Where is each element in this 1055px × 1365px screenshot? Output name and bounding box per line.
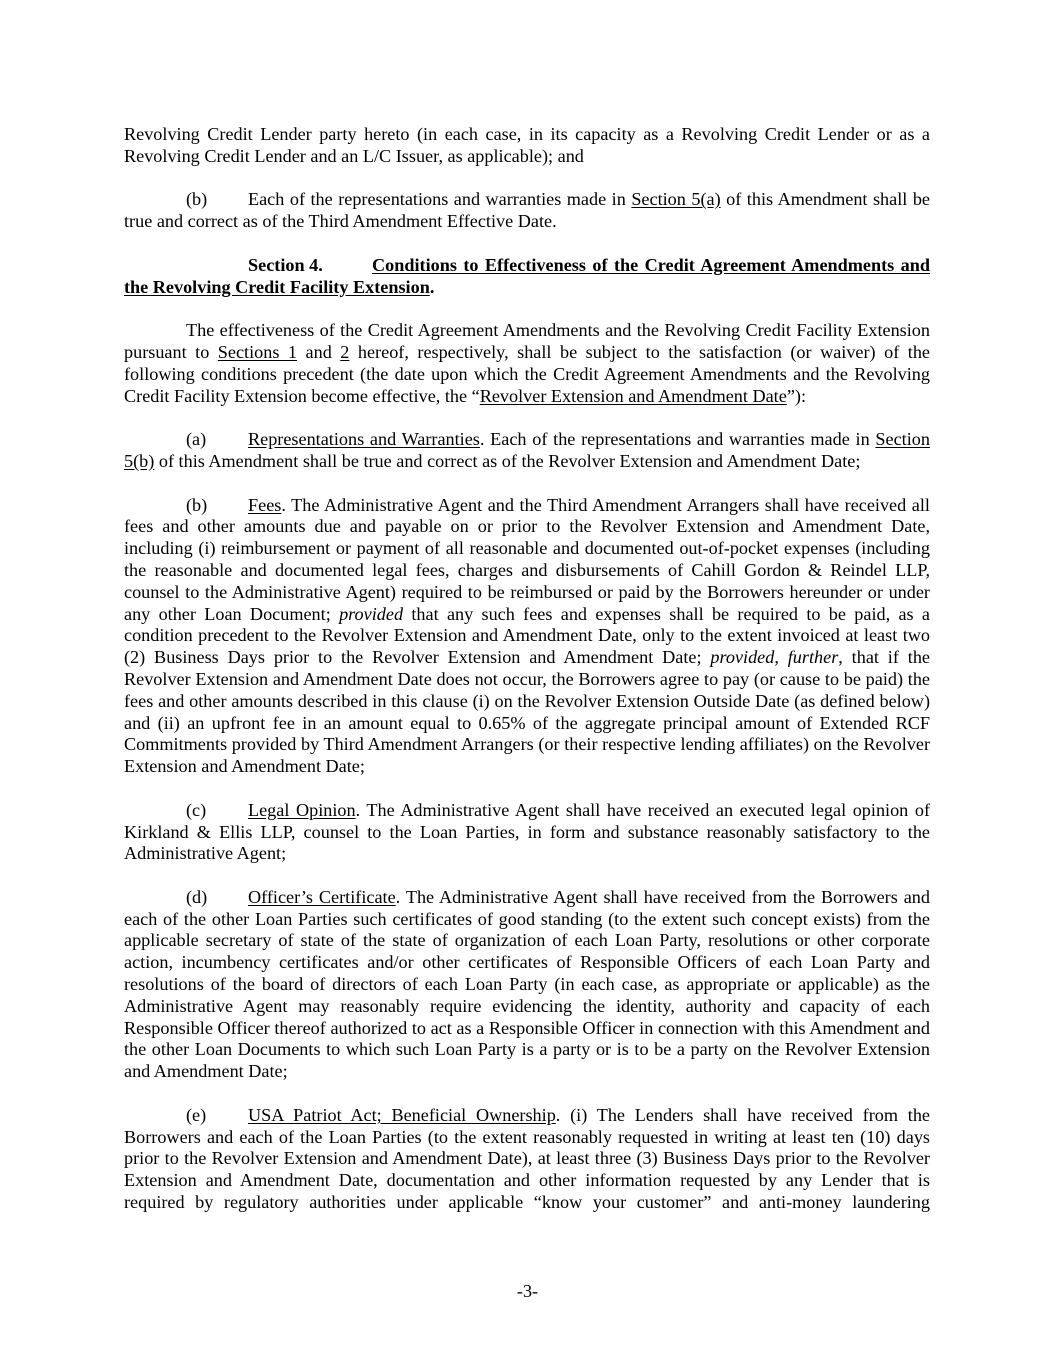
page-number: -3- <box>516 1281 539 1301</box>
intro-text: and <box>297 341 341 362</box>
condition-heading: Officer’s Certificate <box>248 886 396 907</box>
continuation-paragraph <box>124 124 930 168</box>
section-title: Conditions to Effectiveness of the Credit Agreement Amendments and the Revolving Credit Facility Extension <box>124 254 930 297</box>
sections-1-reference: Sections 1 <box>217 341 298 362</box>
condition-text: . The Administrative Agent and the Third Amendment Arrangers shall have received all fees and other amounts due and payable on or prior to the Revolver Extension and Amendment Date, including (i) reimbursement or payment of all reasonable and documented out-of-pocket expenses (including the reasonable and documented legal fees, charges and disbursements of Cahill Gordon & Reindel LLP, counsel to the Administrative Agent) required to be reimbursed or paid by the Borrowers hereunder or under any other Loan Document; <box>124 494 930 624</box>
clause-text: Each of the representations and warranties made in <box>248 189 632 210</box>
italic-term: provided <box>710 647 775 668</box>
section-4-heading <box>124 255 930 299</box>
italic-term: further <box>787 647 839 668</box>
condition-heading: Fees <box>248 494 282 515</box>
clause-label: (a) <box>186 429 207 450</box>
condition-b <box>124 495 930 778</box>
condition-text: that any such fees and expenses shall be required to be paid, as a condition precedent to the Revolver Extension and Amendment Date, only to the extent invoiced at least two (2) Business Days prior to the Revolver Extension and Amendment Date; <box>124 603 930 668</box>
section-reference-link: Section 5(b) <box>124 429 930 471</box>
section-number: Section 4. <box>248 254 323 275</box>
condition-e <box>124 1105 930 1214</box>
condition-text: . The Administrative Agent shall have received from the Borrowers and each of the other Loan Parties such certificates of good standing (to the extent such concept exists) from the applicable secretary of state of the state of organization of each Loan Party, resolutions or other corporate action, incumbency certificates and/or other certificates of Responsible Officers of each Loan Party and resolutions of the board of directors of each Loan Party (in each case, as appropriate or applicable) as the Administrative Agent may reasonably require evidencing the identity, authority and capacity of each Responsible Officer thereof authorized to act as a Responsible Officer in connection with this Amendment and the other Loan Documents to which such Loan Party is a party or is to be a party on the Revolver Extension and Amendment Date; <box>124 886 930 1082</box>
condition-heading: Legal Opinion <box>248 799 356 820</box>
section-title-period: . <box>429 276 435 297</box>
condition-heading: Representations and Warranties <box>248 429 480 450</box>
clause-b-previous <box>124 189 930 233</box>
condition-text: , <box>774 647 788 668</box>
intro-text: hereof, respectively, shall be subject to the satisfaction (or waiver) of the following conditions precedent (the date upon which the Credit Agreement Amendments and the Revolving Credit Facility Extension become effective, the “ <box>124 341 930 406</box>
italic-term: provided <box>339 603 404 624</box>
clause-text: of this Amendment shall be true and correct as of the Third Amendment Effective Date. <box>124 189 930 232</box>
condition-heading: USA Patriot Act; Beneficial Ownership <box>248 1104 556 1125</box>
clause-label: (d) <box>186 886 208 907</box>
section-reference-link: Section 5(a) <box>631 189 721 210</box>
intro-text: ”): <box>786 385 806 406</box>
condition-text: . (i) The Lenders shall have received from the Borrowers and each of the Loan Parties (to the extent reasonably requested in writing at least ten (10) days prior to the Revolver Extension and Amendment Date), at least three (3) Business Days prior to the Revolver Extension and Amendment Date, documentation and other information requested by any Lender that is required by regulatory authorities under applicable “know your customer” and anti-money laundering <box>124 1104 930 1213</box>
clause-label: (b) <box>186 189 208 210</box>
condition-a <box>124 429 930 473</box>
clause-label: (c) <box>186 799 207 820</box>
condition-text: . The Administrative Agent shall have received an executed legal opinion of Kirkland & Ellis LLP, counsel to the Loan Parties, in form and substance reasonably satisfactory to the Administrative Agent; <box>124 799 930 864</box>
clause-label: (b) <box>186 494 208 515</box>
intro-text: The effectiveness of the Credit Agreement Amendments and the Revolving Credit Facility Extension pursuant to <box>124 320 930 362</box>
section-2-reference: 2 <box>340 341 350 362</box>
intro-paragraph <box>124 320 930 407</box>
condition-text: of this Amendment shall be true and correct as of the Revolver Extension and Amendment Date; <box>154 450 861 471</box>
condition-text: , that if the Revolver Extension and Amendment Date does not occur, the Borrowers agree to pay (or cause to be paid) the fees and other amounts described in this clause (i) on the Revolver Extension Outside Date (as defined below) and (ii) an upfront fee in an amount equal to 0.65% of the aggregate principal amount of Extended RCF Commitments provided by Third Amendment Arrangers (or their respective lending affiliates) on the Revolver Extension and Amendment Date; <box>124 647 930 777</box>
document-page <box>124 124 930 1214</box>
condition-text: . Each of the representations and warranties made in <box>479 429 876 450</box>
condition-d <box>124 887 930 1083</box>
defined-term: Revolver Extension and Amendment Date <box>479 385 787 406</box>
condition-c <box>124 800 930 865</box>
continuation-text: Revolving Credit Lender party hereto (in each case, in its capacity as a Revolving Credit Lender or as a Revolving Credit Lender and an L/C Issuer, as applicable); and <box>124 124 930 166</box>
clause-label: (e) <box>186 1104 207 1125</box>
